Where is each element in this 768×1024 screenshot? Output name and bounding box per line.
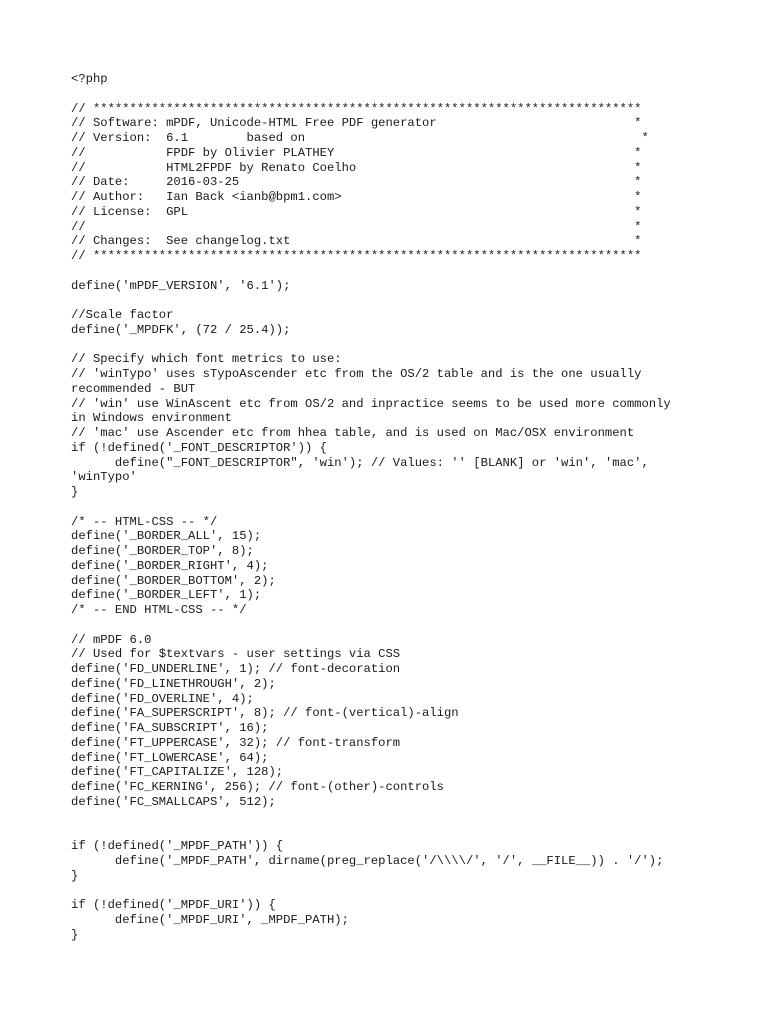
code-line: define('_BORDER_TOP', 8);: [71, 544, 254, 558]
code-line: define('_BORDER_RIGHT', 4);: [71, 558, 269, 573]
code-line: recommended - BUT: [71, 381, 196, 396]
code-line: // Changes: See changelog.txt *: [71, 234, 642, 249]
code-line: // Date: 2016-03-25 *: [71, 175, 642, 190]
code-line: 'winTypo': [71, 470, 137, 485]
code-line: define('FD_LINETHROUGH', 2);: [71, 676, 276, 691]
blank-line: [71, 500, 761, 515]
blank-line: [71, 824, 761, 839]
code-line: define('_MPDF_PATH', dirname(preg_replace('/\\\\/', '/', __FILE__)) . '/');: [71, 853, 664, 868]
code-line: define('_BORDER_ALL', 15);: [71, 529, 262, 544]
code-line: define('mPDF_VERSION', '6.1');: [71, 278, 291, 293]
code-line: in Windows environment: [71, 411, 232, 426]
code-line: }: [71, 927, 79, 942]
blank-line: [71, 293, 761, 308]
code-line: define('_BORDER_LEFT', 1);: [71, 588, 262, 603]
code-line: }: [71, 485, 79, 499]
code-line: define('FT_CAPITALIZE', 128);: [71, 765, 284, 780]
code-line: // Author: Ian Back <ianb@bpm1.com> *: [71, 190, 642, 204]
code-line: // Used for $textvars - user settings via CSS: [71, 647, 401, 662]
code-line: define('FC_KERNING', 256); // font-(other)-controls: [71, 780, 444, 794]
code-line: define('_BORDER_BOTTOM', 2);: [71, 573, 276, 588]
blank-line: [71, 338, 761, 353]
code-line: define("_FONT_DESCRIPTOR", 'win'); // Values: '' [BLANK] or 'win', 'mac',: [71, 455, 649, 470]
code-line: if (!defined('_MPDF_URI')) {: [71, 898, 276, 912]
code-line: // License: GPL *: [71, 204, 642, 219]
code-line: /* -- END HTML-CSS -- */: [71, 603, 247, 617]
code-line: define('FA_SUPERSCRIPT', 8); // font-(vertical)-align: [71, 706, 459, 721]
code-line: // *: [71, 219, 642, 234]
blank-line: [71, 87, 761, 102]
code-line: // ***************************************************************************: [71, 249, 642, 263]
code-line: // ***************************************************************************: [71, 101, 642, 116]
code-line: // 'mac' use Ascender etc from hhea table, and is used on Mac/OSX environment: [71, 426, 635, 440]
code-line: // Version: 6.1 based on *: [71, 131, 649, 145]
code-line: define('FD_UNDERLINE', 1); // font-decoration: [71, 662, 401, 676]
code-line: // 'win' use WinAscent etc from OS/2 and inpractice seems to be used more commonly: [71, 396, 671, 411]
code-line: // Specify which font metrics to use:: [71, 352, 342, 367]
code-line: // 'winTypo' uses sTypoAscender etc from the OS/2 table and is the one usually: [71, 367, 642, 381]
code-line: if (!defined('_MPDF_PATH')) {: [71, 839, 284, 853]
code-line: <?php: [71, 72, 108, 86]
code-line: define('FA_SUBSCRIPT', 16);: [71, 721, 269, 735]
code-line: // mPDF 6.0: [71, 632, 152, 647]
code-line: define('_MPDFK', (72 / 25.4));: [71, 322, 291, 337]
code-line: }: [71, 868, 79, 883]
code-line: define('FT_UPPERCASE', 32); // font-transform: [71, 735, 401, 750]
code-line: define('FT_LOWERCASE', 64);: [71, 750, 269, 765]
blank-line: [71, 883, 761, 898]
blank-line: [71, 264, 761, 279]
code-line: /* -- HTML-CSS -- */: [71, 514, 218, 529]
code-line: // FPDF by Olivier PLATHEY *: [71, 145, 642, 160]
code-line: //Scale factor: [71, 308, 174, 322]
code-line: // HTML2FPDF by Renato Coelho *: [71, 160, 642, 175]
code-line: // Software: mPDF, Unicode-HTML Free PDF generator *: [71, 116, 642, 131]
code-line: define('FD_OVERLINE', 4);: [71, 691, 254, 706]
php-source-code: [71, 72, 761, 942]
code-line: define('_MPDF_URI', _MPDF_PATH);: [71, 912, 349, 927]
code-line: define('FC_SMALLCAPS', 512);: [71, 794, 276, 809]
blank-line: [71, 810, 761, 825]
code-line: if (!defined('_FONT_DESCRIPTOR')) {: [71, 440, 327, 455]
blank-line: [71, 618, 761, 633]
